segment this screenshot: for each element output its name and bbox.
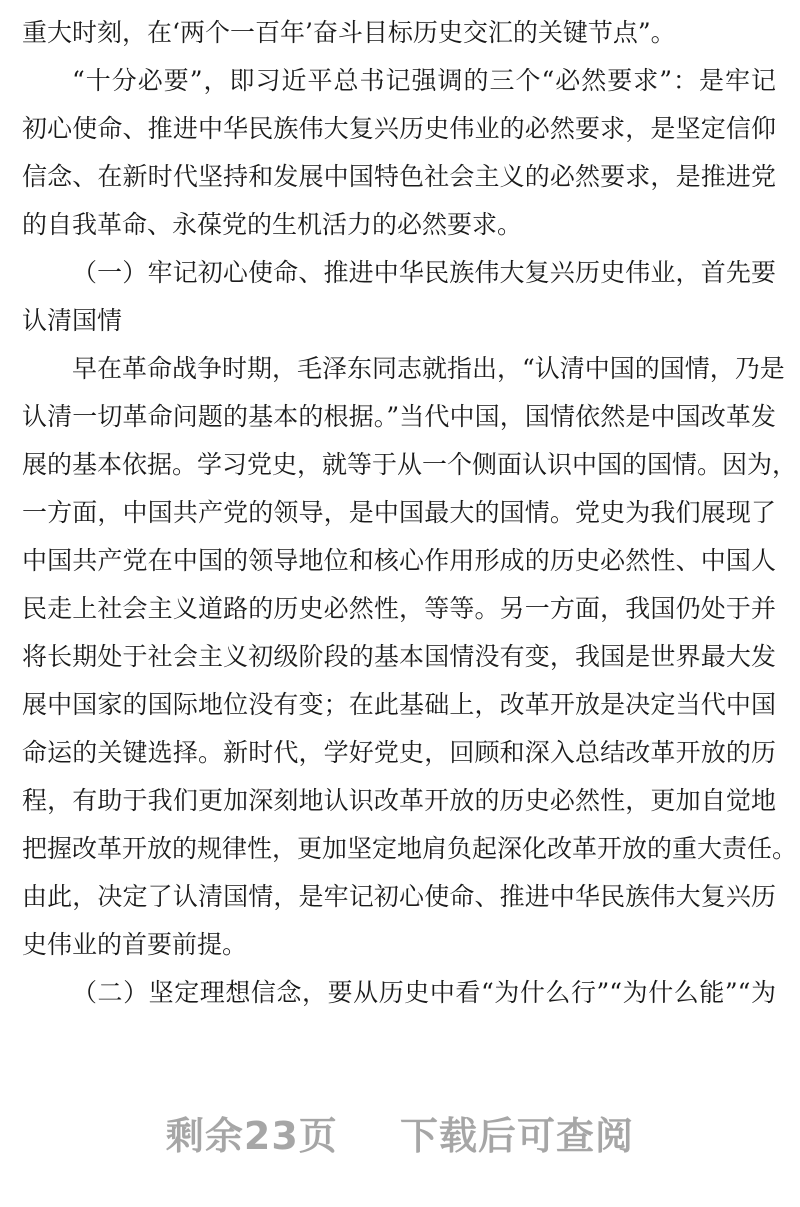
text-line: 认清国情	[22, 306, 123, 335]
text-line: 史伟业的首要前提。	[22, 930, 248, 959]
text-line: 将长期处于社会主义初级阶段的基本国情没有变，我国是世界最大发	[22, 642, 776, 671]
text-line: 重大时刻，在‘两个一百年’奋斗目标历史交汇的关键节点”。	[22, 18, 676, 47]
text-line: 展中国家的国际地位没有变；在此基础上，改革开放是决定当代中国	[22, 690, 776, 719]
text-line: 由此，决定了认清国情，是牢记初心使命、推进中华民族伟大复兴历	[22, 882, 776, 911]
text-line: （二）坚定理想信念，要从历史中看“为什么行”“为什么能”“为	[72, 978, 776, 1007]
text-line: 初心使命、推进中华民族伟大复兴历史伟业的必然要求，是坚定信仰	[22, 114, 776, 143]
download-to-view-text[interactable]: 下载后可查阅	[400, 1114, 635, 1158]
text-line: 认清一切革命问题的基本的根据。”当代中国，国情依然是中国改革发	[22, 402, 776, 431]
text-line: 程，有助于我们更加深刻地认识改革开放的历史必然性，更加自觉地	[22, 786, 776, 815]
text-line: 的自我革命、永葆党的生机活力的必然要求。	[22, 210, 523, 239]
remaining-pages-text: 剩余23页	[165, 1114, 338, 1158]
text-line: 民走上社会主义道路的历史必然性，等等。另一方面，我国仍处于并	[22, 594, 776, 623]
text-line: （一）牢记初心使命、推进中华民族伟大复兴历史伟业，首先要	[72, 258, 776, 287]
text-line: 早在革命战争时期，毛泽东同志就指出，“认清中国的国情，乃是	[72, 354, 785, 383]
text-line: 信念、在新时代坚持和发展中国特色社会主义的必然要求，是推进党	[22, 162, 776, 191]
document-body	[22, 9, 798, 1017]
text-line: 把握改革开放的规律性，更加坚定地肩负起深化改革开放的重大责任。	[22, 834, 798, 863]
preview-limit-banner[interactable]	[0, 1105, 800, 1160]
text-line: 一方面，中国共产党的领导，是中国最大的国情。党史为我们展现了	[22, 498, 776, 527]
text-line: 命运的关键选择。新时代，学好党史，回顾和深入总结改革开放的历	[22, 738, 776, 767]
text-line: 展的基本依据。学习党史，就等于从一个侧面认识中国的国情。因为，	[22, 450, 798, 479]
text-line: “十分必要”，即习近平总书记强调的三个“必然要求”：是牢记	[72, 66, 776, 95]
text-line: 中国共产党在中国的领导地位和核心作用形成的历史必然性、中国人	[22, 546, 776, 575]
